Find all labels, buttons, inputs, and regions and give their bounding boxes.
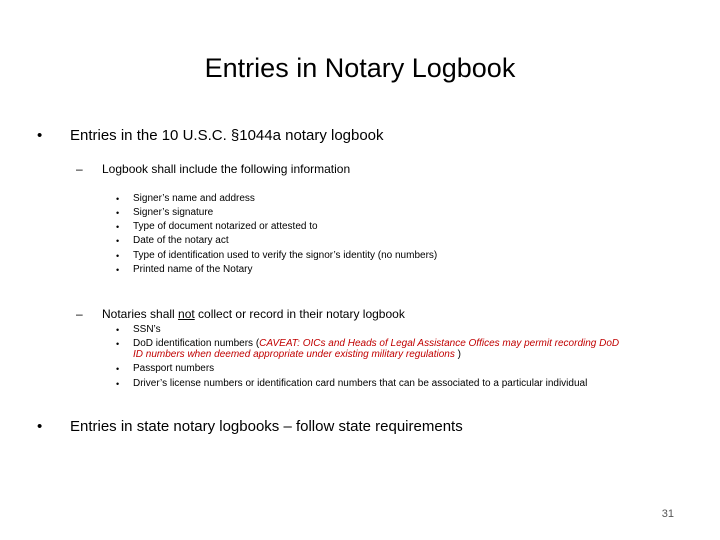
list-item: Driver’s license numbers or identification card numbers that can be associated to a particular individual: [133, 378, 588, 389]
caveat-text: ID numbers when deemed appropriate under existing military regulations: [133, 349, 455, 360]
list-item-dod-id-cont: [133, 349, 461, 360]
page-number: 31: [661, 508, 674, 520]
sub-bullet-logbook-include: Logbook shall include the following information: [102, 162, 351, 176]
bullet-symbol: •: [116, 208, 120, 218]
bullet-symbol: •: [116, 251, 120, 261]
bullet-symbol: •: [37, 127, 43, 144]
bullet-symbol: •: [116, 339, 120, 349]
bullet-usc-logbook: Entries in the 10 U.S.C. §1044a notary logbook: [70, 127, 384, 144]
list-item: SSN’s: [133, 324, 161, 335]
text-segment: Notaries shall: [102, 307, 179, 321]
bullet-symbol: •: [116, 222, 120, 232]
text-segment: ): [457, 349, 461, 360]
bullet-symbol: •: [116, 364, 120, 374]
sub-bullet-not-collect: [102, 307, 405, 321]
underlined-not: not: [178, 307, 195, 321]
dash-symbol: –: [76, 162, 83, 176]
bullet-symbol: •: [116, 236, 120, 246]
text-segment: DoD identification numbers (: [133, 338, 260, 349]
dash-symbol: –: [76, 307, 83, 321]
bullet-symbol: •: [116, 325, 120, 335]
bullet-symbol: •: [116, 379, 120, 389]
list-item: Signer’s name and address: [133, 193, 255, 204]
bullet-symbol: •: [116, 194, 120, 204]
bullet-symbol: •: [37, 418, 43, 435]
list-item: Printed name of the Notary: [133, 264, 253, 275]
text-segment: collect or record in their notary logbook: [194, 307, 405, 321]
caveat-text: CAVEAT: OICs and Heads of Legal Assistance Offices may permit recording DoD: [259, 338, 620, 349]
bullet-symbol: •: [116, 265, 120, 275]
list-item: Passport numbers: [133, 363, 215, 374]
list-item: Type of identification used to verify the signor’s identity (no numbers): [133, 250, 438, 261]
list-item: Signer’s signature: [133, 207, 214, 218]
list-item-dod-id: [133, 338, 619, 349]
bullet-state-logbooks: Entries in state notary logbooks – follow state requirements: [70, 418, 463, 435]
slide-title: Entries in Notary Logbook: [204, 53, 516, 83]
list-item: Type of document notarized or attested to: [133, 221, 318, 232]
list-item: Date of the notary act: [133, 235, 229, 246]
